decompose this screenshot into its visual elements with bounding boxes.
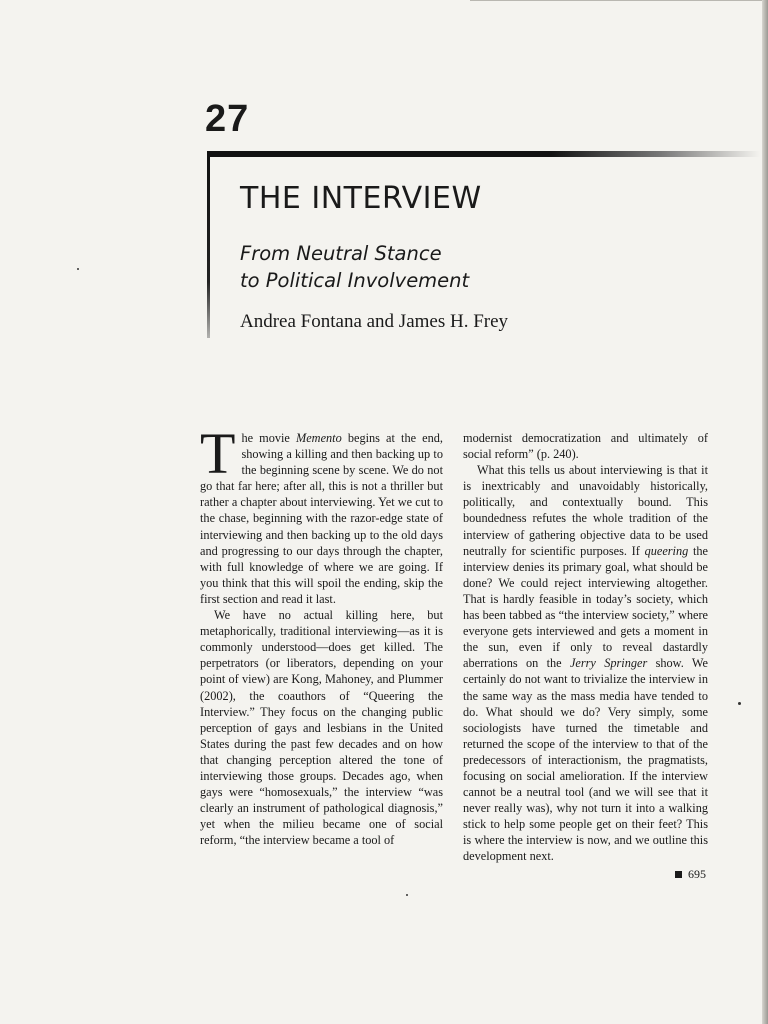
page-top-edge-line <box>470 0 768 1</box>
scan-speck <box>738 702 741 705</box>
chapter-rule-vertical <box>207 151 210 338</box>
paragraph-4-text-c: show. We certainly do not want to trivialize the interview in the same way as the mass media have tended to do. What should we do? Very simply, some sociologists have turned the timetable and returned the scope of the interview to that of the predecessors of interactionism, the pragmatists, focusing on social amelioration. If the interview cannot be a neutral tool (and we will see that it never really was), why not turn it into a walking stick to help some people get on their feet? This is where the interview is now, and we outline this development next. <box>463 656 708 864</box>
chapter-subtitle <box>240 240 469 294</box>
page-number-text: 695 <box>688 867 706 881</box>
show-title-jerry-springer: Jerry Springer <box>569 656 648 671</box>
subtitle-line-2: to Political Involvement <box>240 269 470 292</box>
chapter-authors: Andrea Fontana and James H. Frey <box>240 311 509 332</box>
film-title-memento: Memento <box>295 431 342 445</box>
emphasis-queering: queering <box>644 543 689 558</box>
page-binding-shadow <box>762 0 768 1024</box>
paragraph-1-text-b: begins at the end, showing a killing and then backing up to the beginning scene by scene. We do not go that far here; after all, this is not a thriller but rather a chapter about interviewing. Yet we cut to the chase, beginning with the razor-edge state of interviewing and then backing up to the old days and progressing to our days through the chapter, with full knowledge of where we are going. If you think that this will spoil the ending, skip the first section and read it last. <box>200 431 443 606</box>
paragraph-1 <box>200 421 443 607</box>
chapter-number: 27 <box>205 98 250 140</box>
paragraph-1-text-a: he movie <box>241 431 296 445</box>
page-number <box>675 867 706 882</box>
scan-speck <box>406 894 408 896</box>
drop-cap: T <box>200 421 236 486</box>
paragraph-2: We have no actual killing here, but metaphorically, traditional interviewing—as it is commonly understood—does get killed. The perpetrators (or liberators, depending on your point of view) are Kong, Mahoney, and Plummer (2002), the coauthors of “Queering the Interview.” They focus on the changing public perception of gays and lesbians in the United States during the past few decades and on how that changing perception altered the tone of interviewing those groups. Decades ago, when gays were “homosexuals,” the interview “was clearly an instrument of pathological diagnosis,” yet when the milieu became one of social reform, “the interview became a tool of <box>200 608 443 848</box>
page-marker-icon <box>675 871 682 878</box>
subtitle-line-1: From Neutral Stance <box>240 242 442 265</box>
paragraph-3: modernist democratization and ultimately of social reform” (p. 240). <box>463 431 708 462</box>
paragraph-4-text-a: What this tells us about interviewing is that it is inextricably and unavoidably historically, politically, and contextually bound. This boundedness refutes the whole tradition of the interview of gathering objective data to be used neutrally for scientific purposes. If <box>463 463 708 558</box>
body-column-right <box>463 430 708 865</box>
scan-speck <box>77 268 79 270</box>
body-column-left <box>200 421 443 848</box>
chapter-rule-horizontal <box>207 151 760 157</box>
chapter-title: THE INTERVIEW <box>240 181 482 216</box>
paragraph-4 <box>463 462 708 864</box>
paragraph-4-text-b: the interview denies its primary goal, what should be done? We could reject interviewing altogether. That is hardly feasible in today’s society, which has been tabbed as “the interview society,” where everyone gets interviewed and gets a moment in the sun, even if only to reveal dastardly aberrations on the <box>463 543 708 671</box>
